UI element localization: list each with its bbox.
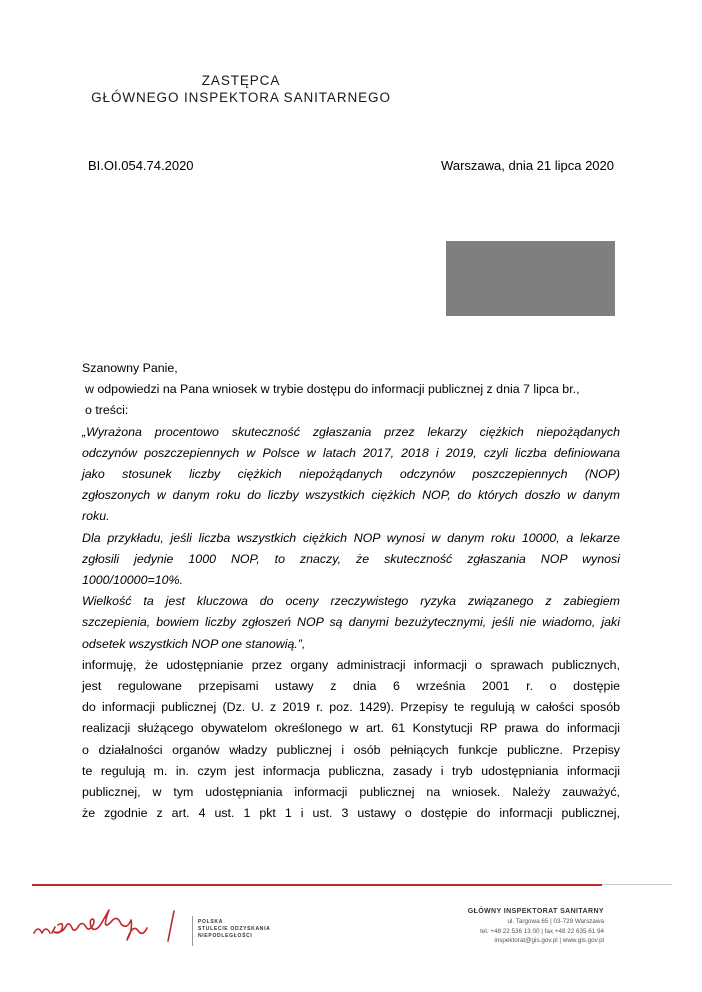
quote-line: 1000/10000=10%. [82, 573, 183, 588]
salutation: Szanowny Panie, [82, 361, 178, 375]
logo-separator [192, 916, 193, 946]
reply-line: o działalności organów władzy publicznej i osób pełniących funkcje publiczne. Przepisy [82, 742, 620, 757]
office-address: ul. Targowa 65 | 03-729 Warszawa [507, 918, 604, 925]
reply-line: publicznej, w tym udostępniania informacji publicznej na wniosek. Należy zauważyć, [82, 785, 620, 800]
quote-line: zgłoszonych w danym roku do liczby wszystkich ciężkich NOP, do których doszło w danym [82, 488, 620, 503]
quote-line: odsetek wszystkich NOP one stanowią.”, [82, 636, 306, 651]
redacted-recipient-block [446, 241, 615, 316]
letter-body [82, 358, 620, 824]
reply-line: do informacji publicznej (Dz. U. z 2019 r. poz. 1429). Przepisy te regulują w całości sposób [82, 700, 620, 715]
place-date: Warszawa, dnia 21 lipca 2020 [441, 158, 614, 173]
reference-number: BI.OI.054.74.2020 [88, 158, 194, 173]
letterhead [88, 72, 394, 106]
letterhead-subtitle: GŁÓWNEGO INSPEKTORA SANITARNEGO [91, 90, 391, 105]
niepodlegla-logo [32, 903, 192, 951]
reply-line: informuję, że udostępnianie przez organy administracji informacji o sprawach publicznych, [82, 657, 620, 672]
quote-line: jako stosunek liczby ciężkich niepożądanych odczynów poszczepiennych (NOP) [82, 467, 620, 482]
logo-caption-line: STULECIE ODZYSKANIA [198, 926, 271, 932]
office-name: GŁÓWNY INSPEKTORAT SANITARNY [467, 908, 604, 915]
intro-line: w odpowiedzi na Pana wniosek w trybie dostępu do informacji publicznej z dnia 7 lipca br., [85, 382, 580, 397]
reply-line: realizacji służącego obywatelom określonego w art. 61 Konstytucji RP prawa do informacji [82, 721, 620, 736]
office-phone: tel. +48 22 536 13 00 | fax +48 22 635 61 94 [480, 927, 604, 935]
reply-line: jest regulowane przepisami ustawy z dnia 6 września 2001 r. o dostępie [82, 679, 620, 694]
footer-divider-gray [602, 884, 672, 885]
office-contact: inspektorat@gis.gov.pl | www.gis.gov.pl [494, 937, 604, 944]
logo-caption [198, 919, 270, 940]
quote-line: odczynów poszczepiennych w Polsce w latach 2017, 2018 i 2019, czyli liczba definiowana [82, 445, 620, 460]
quote-line: roku. [82, 509, 110, 524]
reply-paragraph [82, 655, 620, 825]
quote-line: zgłosili jedynie 1000 NOP, to znaczy, że skuteczność zgłaszania NOP wynosi [82, 551, 620, 566]
quote-line: Wielkość ta jest kluczowa do oceny rzeczywistego ryzyka związanego z zabiegiem [82, 594, 620, 609]
logo-caption-line: POLSKA [198, 919, 224, 925]
letterhead-title: ZASTĘPCA [201, 73, 281, 88]
quoted-request [82, 422, 620, 655]
reply-line: te regulują m. in. czym jest informacja publiczna, zasady i tryb udostępniania informacji [82, 763, 620, 778]
quote-line: szczepienia, bowiem liczby zgłoszeń NOP są danymi bezużytecznymi, jeśli nie wiadomo, jaki [82, 615, 620, 630]
logo-caption-line: NIEPODLEGŁOŚCI [198, 933, 253, 939]
quote-line: Dla przykładu, jeśli liczba wszystkich ciężkich NOP wynosi w danym roku 10000, a lekarze [82, 530, 620, 545]
intro-continuation: o treści: [85, 403, 129, 418]
reference-row [88, 158, 614, 173]
reply-line: że zgodnie z art. 4 ust. 1 pkt 1 i ust. 3 ustawy o dostępie do informacji publicznej, [82, 806, 620, 821]
footer-divider [32, 884, 602, 886]
office-contact-block [468, 907, 604, 946]
quote-line: „Wyrażona procentowo skuteczność zgłaszania przez lekarzy ciężkich niepożądanych [82, 424, 620, 439]
